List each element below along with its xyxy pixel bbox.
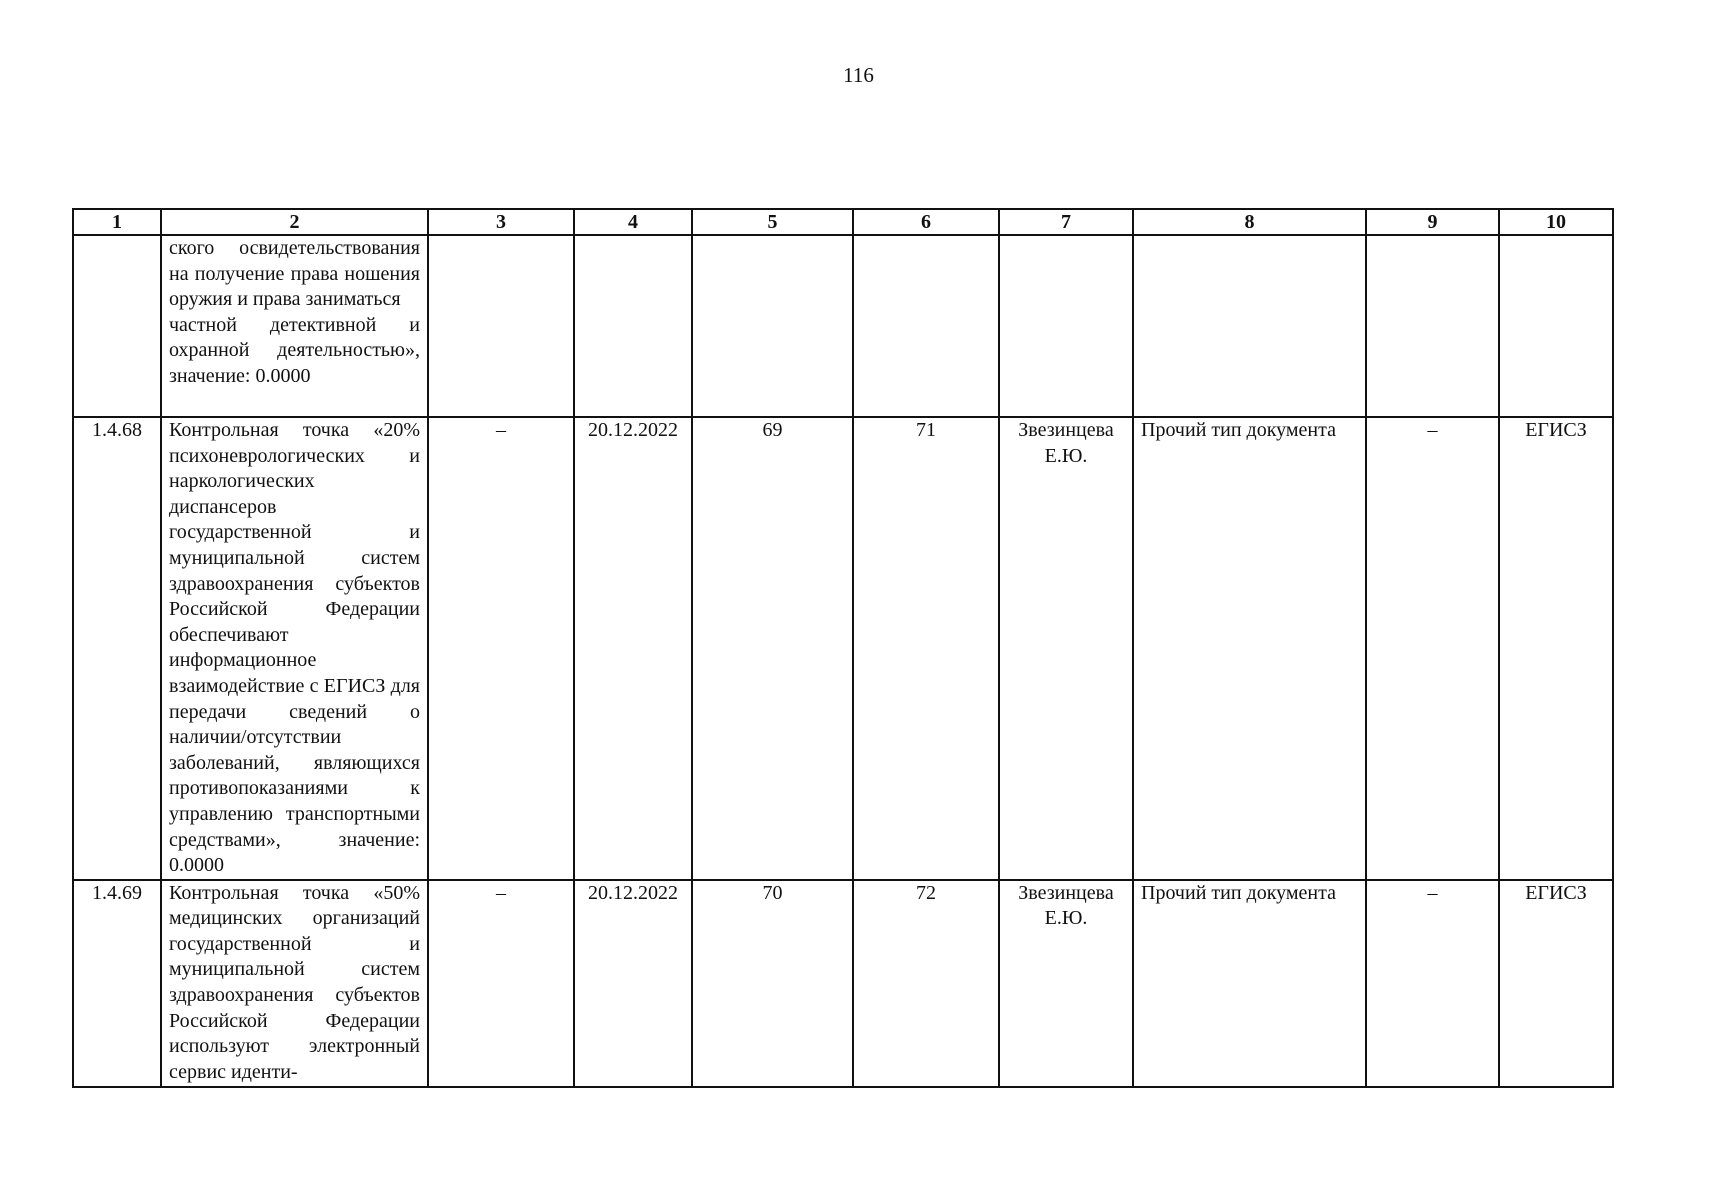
cell-name <box>161 880 428 1087</box>
column-header-9: 9 <box>1366 209 1499 235</box>
column-header-5: 5 <box>692 209 853 235</box>
cell-col5: 70 <box>692 880 853 1087</box>
cell-date <box>574 235 692 417</box>
cell-name-text: Контрольная точка «50% медицинских организаций государственной и муниципальной систем здравоохранения субъектов Российской Федерации используют электронный сервис иденти- <box>169 881 420 1083</box>
cell-system: ЕГИСЗ <box>1499 880 1613 1087</box>
cell-col5: 69 <box>692 417 853 880</box>
cell-doc-type: Прочий тип документа <box>1133 417 1366 880</box>
cell-name: ского освидетельствования на получение права ношения оружия и права заниматься частной детективной и охранной деятельностью», значение: 0.0000 <box>161 235 428 417</box>
table-row <box>73 417 1613 880</box>
cell-col5 <box>692 235 853 417</box>
cell-system: ЕГИСЗ <box>1499 417 1613 880</box>
column-header-3: 3 <box>428 209 574 235</box>
cell-date: 20.12.2022 <box>574 880 692 1087</box>
cell-col9 <box>1366 235 1499 417</box>
cell-date: 20.12.2022 <box>574 417 692 880</box>
cell-name: Контрольная точка «20% психоневрологических и наркологических диспансеров государственной и муниципальной систем здравоохранения субъектов Российской Федерации обеспечивают информационное взаимодействие с ЕГИСЗ для передачи сведений о наличии/отсутствии заболеваний, являющихся противопоказаниями к управлению транспортными средствами», значение: 0.0000 <box>161 417 428 880</box>
table-row-continuation <box>73 235 1613 417</box>
column-header-7: 7 <box>999 209 1133 235</box>
column-header-4: 4 <box>574 209 692 235</box>
cell-col9: – <box>1366 880 1499 1087</box>
data-table <box>72 208 1614 1088</box>
cell-col3: – <box>428 417 574 880</box>
cell-responsible: Звезинцева Е.Ю. <box>999 880 1133 1087</box>
cell-col9: – <box>1366 417 1499 880</box>
column-header-1: 1 <box>73 209 161 235</box>
column-header-6: 6 <box>853 209 999 235</box>
cell-number <box>73 235 161 417</box>
page-number: 116 <box>843 63 874 87</box>
cell-col6 <box>853 235 999 417</box>
cell-col3 <box>428 235 574 417</box>
cell-doc-type <box>1133 235 1366 417</box>
column-header-8: 8 <box>1133 209 1366 235</box>
table-row <box>73 880 1613 1087</box>
cell-col6: 72 <box>853 880 999 1087</box>
cell-responsible <box>999 235 1133 417</box>
header-row <box>73 209 1613 235</box>
cell-col3: – <box>428 880 574 1087</box>
cell-system <box>1499 235 1613 417</box>
cell-number: 1.4.68 <box>73 417 161 880</box>
cell-col6: 71 <box>853 417 999 880</box>
cell-number: 1.4.69 <box>73 880 161 1087</box>
cell-doc-type: Прочий тип документа <box>1133 880 1366 1087</box>
column-header-2: 2 <box>161 209 428 235</box>
column-header-10: 10 <box>1499 209 1613 235</box>
cell-responsible: Звезинцева Е.Ю. <box>999 417 1133 880</box>
